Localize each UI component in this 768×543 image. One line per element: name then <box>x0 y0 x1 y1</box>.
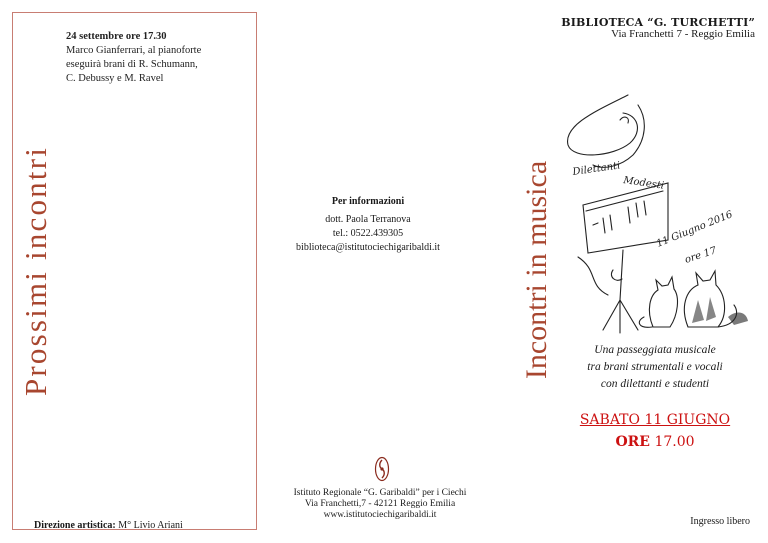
artistic-director <box>34 520 183 531</box>
venue-address: Via Franchetti 7 - Reggio Emilia <box>611 28 755 40</box>
illustration-script-1: Dilettanti <box>571 160 621 178</box>
next-event-line: Marco Gianferrari, al pianoforte <box>66 45 202 56</box>
music-stand-cats-illustration <box>558 85 758 340</box>
info-heading: Per informazioni <box>331 196 405 207</box>
event-time-label: ORE <box>615 434 650 450</box>
incontri-in-musica-title: Incontri in musica <box>520 160 553 380</box>
illustration-time: ore 17 <box>683 245 718 266</box>
tagline-line: con dilettanti e studenti <box>600 378 710 390</box>
contact-email: biblioteca@istitutociechigaribaldi.it <box>296 242 440 253</box>
institute-line: www.istitutociechigaribaldi.it <box>323 510 437 520</box>
venue-name: BIBLIOTECA “G. TURCHETTI” <box>561 16 755 29</box>
director-name: M° Livio Ariani <box>118 520 183 531</box>
free-entry: Ingresso libero <box>690 516 750 527</box>
institute-address <box>270 488 490 521</box>
prossimi-incontri-title: Prossimi incontri <box>18 145 53 397</box>
event-time-value: 17.00 <box>654 434 695 450</box>
next-event <box>66 30 266 86</box>
tagline <box>575 342 735 393</box>
institute-line: Istituto Regionale “G. Garibaldi” per i Ciechi <box>293 488 467 498</box>
director-label: Direzione artistica: <box>34 520 116 531</box>
contact-phone: tel.: 0522.439305 <box>332 228 404 239</box>
next-event-line: eseguirà brani di R. Schumann, <box>66 59 198 70</box>
info-block <box>268 195 468 255</box>
left-vertical-title-area <box>12 12 60 530</box>
next-event-line: C. Debussy e M. Ravel <box>66 73 164 84</box>
tagline-line: tra brani strumentali e vocali <box>587 361 723 373</box>
tagline-line: Una passeggiata musicale <box>594 344 716 356</box>
event-time <box>560 434 750 450</box>
contact-name: dott. Paola Terranova <box>325 214 411 225</box>
institute-line: Via Franchetti,7 - 42121 Reggio Emilia <box>304 499 456 509</box>
event-date: SABATO 11 GIUGNO <box>579 412 731 428</box>
illustration-date: 11 Giugno 2016 <box>655 209 735 250</box>
right-vertical-title-area <box>519 120 555 420</box>
institute-logo-icon <box>374 456 390 482</box>
next-event-date: 24 settembre ore 17.30 <box>66 31 167 42</box>
illustration-script-2: Modesti <box>622 175 665 192</box>
